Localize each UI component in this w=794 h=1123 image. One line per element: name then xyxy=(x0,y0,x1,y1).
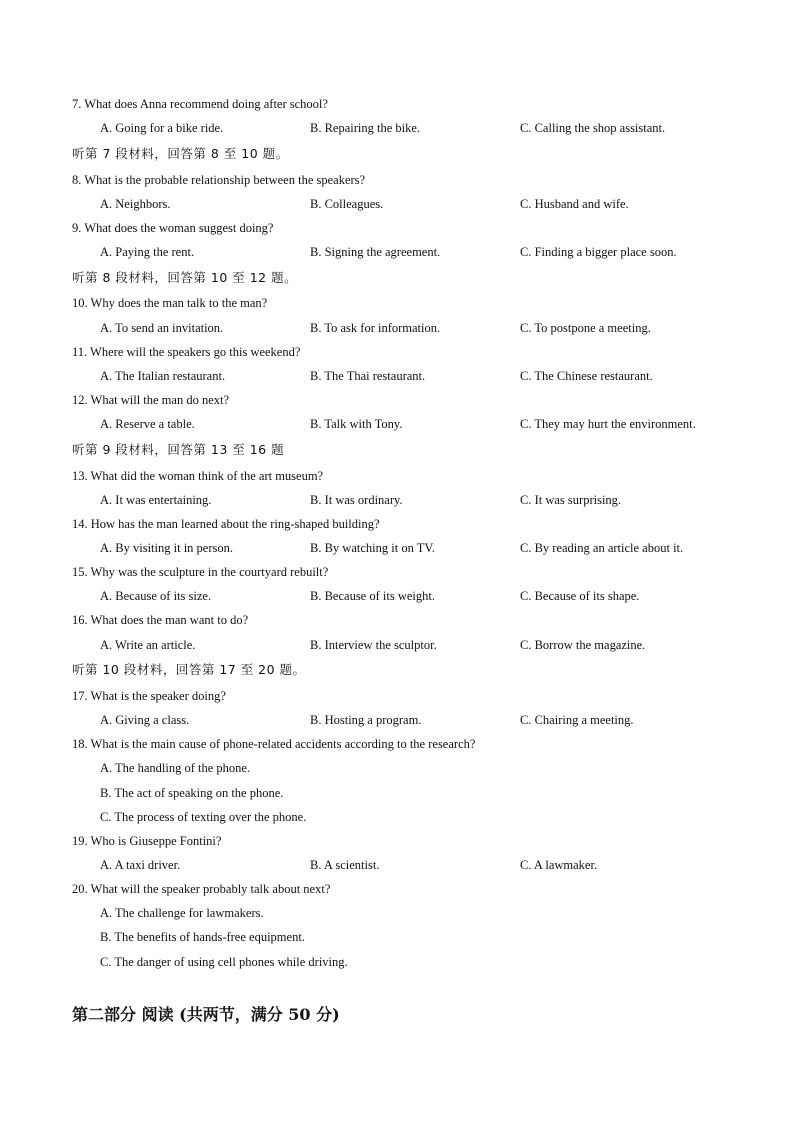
options-12 xyxy=(0,414,794,434)
options-13 xyxy=(0,490,794,510)
listening-header: 听第 9 段材料，回答第 13 至 16 题 xyxy=(72,442,285,457)
listening-header: 听第 7 段材料，回答第 8 至 10 题。 xyxy=(72,146,289,161)
question-8 xyxy=(0,170,794,190)
option-b: B. Colleagues. xyxy=(310,197,384,211)
question-20 xyxy=(0,879,794,899)
question-text: 10. Why does the man talk to the man? xyxy=(72,296,268,310)
option-c: C. The danger of using cell phones while driving. xyxy=(100,955,348,969)
option-a: A. Neighbors. xyxy=(100,197,171,211)
question-17 xyxy=(0,686,794,706)
question-14 xyxy=(0,514,794,534)
option-b: B. Talk with Tony. xyxy=(310,417,403,431)
question-text: 16. What does the man want to do? xyxy=(72,613,249,627)
options-15 xyxy=(0,586,794,606)
option-c: C. The process of texting over the phone. xyxy=(100,810,307,824)
question-text: 9. What does the woman suggest doing? xyxy=(72,221,274,235)
options-14 xyxy=(0,538,794,558)
question-11 xyxy=(0,342,794,362)
option-b: B. It was ordinary. xyxy=(310,493,403,507)
question-text: 11. Where will the speakers go this weekend? xyxy=(72,345,301,359)
option-a: A. A taxi driver. xyxy=(100,858,181,872)
option-a: A. Giving a class. xyxy=(100,713,190,727)
option-a: A. Reserve a table. xyxy=(100,417,195,431)
option-b: B. Signing the agreement. xyxy=(310,245,441,259)
options-17 xyxy=(0,710,794,730)
option-20-a-row xyxy=(0,903,794,923)
option-a: A. The Italian restaurant. xyxy=(100,369,226,383)
question-text: 18. What is the main cause of phone-related accidents according to the research? xyxy=(72,737,476,751)
option-b: B. The act of speaking on the phone. xyxy=(100,786,284,800)
question-text: 14. How has the man learned about the ring-shaped building? xyxy=(72,517,380,531)
option-c: C. To postpone a meeting. xyxy=(520,321,651,335)
question-16 xyxy=(0,610,794,630)
option-a: A. Write an article. xyxy=(100,638,196,652)
option-a: A. It was entertaining. xyxy=(100,493,212,507)
option-c: C. The Chinese restaurant. xyxy=(520,369,653,383)
option-18-b-row xyxy=(0,783,794,803)
question-12 xyxy=(0,390,794,410)
option-a: A. The handling of the phone. xyxy=(100,761,251,775)
section-header-8 xyxy=(0,268,794,288)
question-text: 13. What did the woman think of the art museum? xyxy=(72,469,324,483)
options-7 xyxy=(0,118,794,138)
option-b: B. Hosting a program. xyxy=(310,713,422,727)
section-header-7 xyxy=(0,144,794,164)
question-15 xyxy=(0,562,794,582)
question-9 xyxy=(0,218,794,238)
question-text: 8. What is the probable relationship between the speakers? xyxy=(72,173,366,187)
option-b: B. To ask for information. xyxy=(310,321,441,335)
question-text: 15. Why was the sculpture in the courtyard rebuilt? xyxy=(72,565,329,579)
options-16 xyxy=(0,635,794,655)
listening-header: 听第 8 段材料，回答第 10 至 12 题。 xyxy=(72,270,298,285)
section-header-10 xyxy=(0,660,794,680)
options-19 xyxy=(0,855,794,875)
option-b: B. By watching it on TV. xyxy=(310,541,435,555)
option-b: B. Repairing the bike. xyxy=(310,121,421,135)
option-b: B. Because of its weight. xyxy=(310,589,435,603)
question-10 xyxy=(0,293,794,313)
options-11 xyxy=(0,366,794,386)
option-a: A. To send an invitation. xyxy=(100,321,224,335)
options-10 xyxy=(0,318,794,338)
question-text: 7. What does Anna recommend doing after school? xyxy=(72,97,328,111)
question-13 xyxy=(0,466,794,486)
option-c: C. Chairing a meeting. xyxy=(520,713,634,727)
option-c: C. By reading an article about it. xyxy=(520,541,684,555)
option-20-c-row xyxy=(0,952,794,972)
option-a: A. Because of its size. xyxy=(100,589,212,603)
option-c: C. Finding a bigger place soon. xyxy=(520,245,677,259)
question-text: 19. Who is Giuseppe Fontini? xyxy=(72,834,222,848)
option-a: A. The challenge for lawmakers. xyxy=(100,906,264,920)
option-c: C. Husband and wife. xyxy=(520,197,629,211)
question-text: 12. What will the man do next? xyxy=(72,393,230,407)
option-b: B. The Thai restaurant. xyxy=(310,369,426,383)
option-a: A. By visiting it in person. xyxy=(100,541,233,555)
option-c: C. Because of its shape. xyxy=(520,589,640,603)
option-18-a-row xyxy=(0,758,794,778)
question-7 xyxy=(0,94,794,114)
option-18-c-row xyxy=(0,807,794,827)
option-b: B. Interview the sculptor. xyxy=(310,638,437,652)
options-9 xyxy=(0,242,794,262)
option-c: C. They may hurt the environment. xyxy=(520,417,696,431)
option-20-b-row xyxy=(0,927,794,947)
listening-header: 听第 10 段材料，回答第 17 至 20 题。 xyxy=(72,662,306,677)
option-c: C. Calling the shop assistant. xyxy=(520,121,666,135)
question-18 xyxy=(0,734,794,754)
option-c: C. A lawmaker. xyxy=(520,858,598,872)
question-text: 20. What will the speaker probably talk about next? xyxy=(72,882,331,896)
question-19 xyxy=(0,831,794,851)
options-8 xyxy=(0,194,794,214)
option-a: A. Going for a bike ride. xyxy=(100,121,224,135)
option-a: A. Paying the rent. xyxy=(100,245,195,259)
option-c: C. Borrow the magazine. xyxy=(520,638,646,652)
option-b: B. A scientist. xyxy=(310,858,380,872)
option-c: C. It was surprising. xyxy=(520,493,622,507)
option-b: B. The benefits of hands-free equipment. xyxy=(100,930,305,944)
section-header-9 xyxy=(0,440,794,460)
question-text: 17. What is the speaker doing? xyxy=(72,689,226,703)
section-title: 第二部分 阅读 (共两节，满分 50 分) xyxy=(72,1005,340,1024)
